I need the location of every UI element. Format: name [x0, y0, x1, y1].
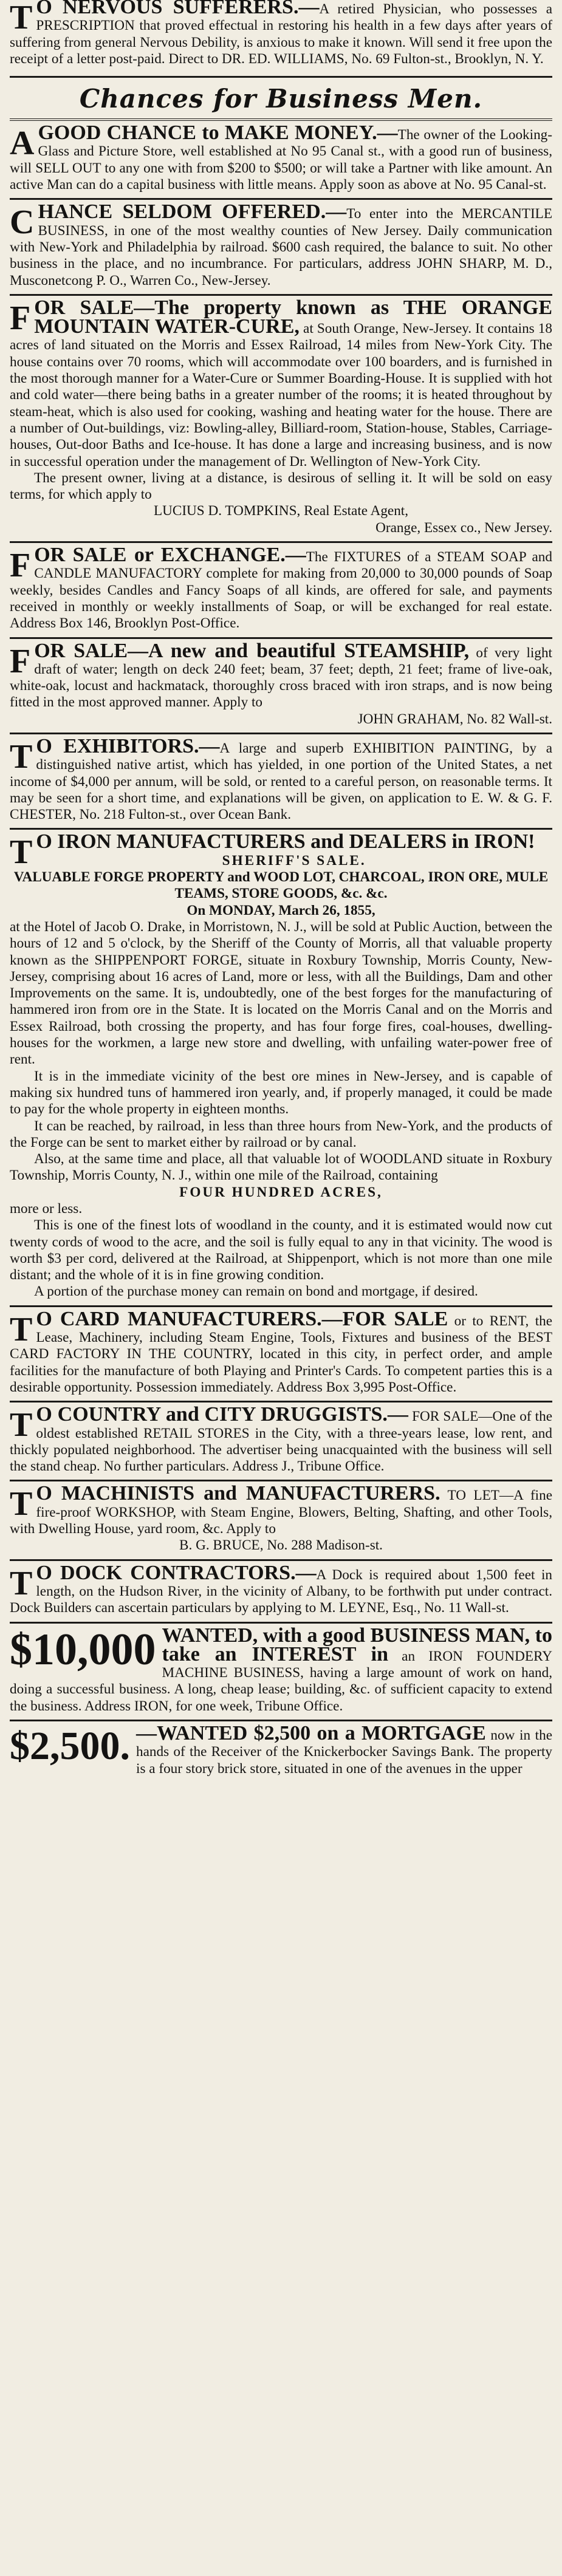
- drop-cap: T: [10, 1564, 33, 1602]
- divider: [10, 1720, 552, 1721]
- divider: [10, 76, 552, 78]
- ad-body: A Dock is required about 1,500 feet in length, on the Hudson River, in the vicinity of Albany, to be forthwith put under contract. Dock Builders can ascertain particulars by applying to M. LEYNE, Esq., No. 11 Wall-st.: [10, 1566, 552, 1616]
- advertisement-column: [10, 0, 552, 1777]
- ad-body: an IRON FOUNDERY MACHINE BUSINESS, having a large amount of work on hand, doing a successful business. A long, cheap lease; building, &c. of sufficient capacity to extend the business. Address IRON, for one week, Tribune Office.: [10, 1648, 552, 1714]
- ad-druggists: [10, 1403, 553, 1475]
- ad-signature-address: Orange, Essex co., New Jersey.: [375, 519, 552, 536]
- ad-body-continued: The present owner, living at a distance, is desirous of selling it. It will be sold on easy terms, for which apply to: [10, 470, 552, 503]
- drop-cap: F: [10, 642, 31, 680]
- ad-body: of very light draft of water; length on deck 240 feet; beam, 37 feet; depth, 21 feet; frame of live-oak, white-oak, locust and hackmatack, thoroughly cross braced with iron straps, and is now being fitted in the most approved manner. Apply to: [10, 644, 552, 711]
- ad-body: To enter into the MERCANTILE BUSINESS, in one of the most wealthy counties of New Jersey. Daily communication with New-York and Philadelphia by railroad. $600 cash required, the balance to suit. No other business in the place, and no incumbrance. For particulars, address JOHN SHARP, M. D., Musconetcong P. O., Warren Co., New-Jersey.: [10, 206, 552, 289]
- ad-signature: B. G. BRUCE, No. 288 Madison-st.: [179, 1537, 383, 1554]
- ad-card-manufacturers: [10, 1307, 553, 1396]
- ad-body: TO LET—A fine fire-proof WORKSHOP, with Steam Engine, Blowers, Belting, Shafting, and other Tools, with Dwelling House, yard room, &c. Apply to: [10, 1488, 552, 1537]
- divider: [10, 1480, 552, 1481]
- ad-sale-date: On MONDAY, March 26, 1855,: [187, 902, 375, 918]
- drop-cap: C: [10, 203, 35, 242]
- ad-body: A retired Physician, who possesses a PRESCRIPTION that proved effectual in restoring his health in a few days after years of suffering from general Nervous Debility, is anxious to make it known. Will send it free upon the receipt of a letter post-paid. Direct to DR. ED. WILLIAMS, No. 69 Fulton-st., Brooklyn, N. Y.: [10, 1, 552, 67]
- divider: [10, 828, 552, 830]
- ad-body-continued: Also, at the same time and place, all that valuable lot of WOODLAND situate in Roxbury Township, Morris County, N. J., within one mile of the Railroad, containing: [10, 1151, 552, 1184]
- ad-body: A large and superb EXHIBITION PAINTING, by a distinguished native artist, which has yielded, in one portion of the United States, a net income of $4,000 per annum, will be sold, or rented to a careful person, on reasonable terms. It may be seen for a short time, and explanations will be given, on application to E. W. & G. F. CHESTER, No. 218 Fulton-st., over Ocean Bank.: [10, 740, 552, 823]
- ad-body: at South Orange, New-Jersey. It contains 18 acres of land situated on the Morris and Essex Railroad, 14 miles from New-York City. The house contains over 70 rooms, which will accommodate over 100 boarders, and is furnished in the most thorough manner for a Water-Cure or Summer Boarding-House. It is supplied with hot and cold water—there being baths in a greater number of the rooms; it is heated throughout by steam-heat, which is also used for cooking, washing and heating water for the house. There are a number of Out-buildings, viz: Bowling-alley, Billiard-room, Station-house, Stables, Carriage-houses, Out-door Baths and Ice-house. It has done a large and increasing business, and is now in successful operation under the management of Dr. Wellington of New-York City.: [10, 321, 552, 470]
- ad-heading: OR SALE—A new and beautiful STEAMSHIP,: [34, 639, 470, 662]
- divider: [10, 733, 552, 734]
- drop-cap: T: [10, 0, 33, 36]
- divider: [10, 294, 552, 296]
- drop-cap: T: [10, 833, 33, 872]
- ad-heading: O NERVOUS SUFFERERS.—: [36, 0, 320, 18]
- divider: [10, 1401, 552, 1402]
- drop-cap: F: [10, 299, 31, 337]
- section-title: Chances for Business Men.: [79, 84, 483, 114]
- ad-nervous-sufferers: [10, 0, 552, 67]
- divider: [10, 541, 552, 543]
- ad-heading: HANCE SELDOM OFFERED.—: [38, 200, 347, 224]
- drop-cap: T: [10, 737, 33, 776]
- ad-body-continued: It can be reached, by railroad, in less than three hours from New-York, and the products of the Forge can be sent to market either by railroad or by canal.: [10, 1118, 552, 1150]
- ad-steamship: [10, 639, 552, 728]
- drop-cap: T: [10, 1310, 33, 1348]
- ad-body: or to RENT, the Lease, Machinery, including Steam Engine, Tools, Fixtures and business of the BEST CARD FACTORY IN THE COUNTRY, located in this city, in perfect order, and ample facilities for the manufacture of both Playing and Printer's Cards. To competent parties this is a desirable opportunity. Possession immediately. Address Box 3,995 Post-Office.: [10, 1313, 553, 1395]
- ad-heading: GOOD CHANCE to MAKE MONEY.—: [38, 121, 398, 145]
- ad-heading: O IRON MANUFACTURERS and DEALERS in IRON!: [36, 830, 535, 853]
- ad-ten-thousand-wanted: [10, 1624, 552, 1715]
- ad-body-continued: It is in the immediate vicinity of the best ore mines in New-Jersey, and is capable of making six hundred tuns of hammered iron yearly, and, if properly managed, it could be made to pay for the whole property in eighteen months.: [10, 1068, 552, 1118]
- ad-heading: OR SALE—The property known as THE ORANGE MOUNTAIN WATER-CURE,: [34, 296, 552, 338]
- ad-body: FOR SALE—One of the oldest established RETAIL STORES in the City, with a three-years lease, low rent, and thickly populated neighborhood. The advertiser being unacquainted with the business will sell the stand cheap. No further particulars. Address J., Tribune Office.: [10, 1409, 553, 1475]
- divider: [10, 637, 552, 639]
- ad-body-continued: This is one of the finest lots of woodland in the county, and it is estimated would now cut twenty cords of wood to the acre, and the soil is fully equal to any in that vicinity. The wood is worth $3 per cord, delivered at the Railroad, at Shippenport, which is not more than one mile distant; and the whole of it is in fine growing condition.: [10, 1217, 552, 1283]
- ad-subheading: VALUABLE FORGE PROPERTY and WOOD LOT, CHARCOAL, IRON ORE, MULE TEAMS, STORE GOODS, &c. &c.: [13, 869, 549, 902]
- ad-body: The owner of the Looking-Glass and Picture Store, well established at No 95 Canal st., with a good run of business, will SELL OUT to any one with from $200 to $500; or will take a Partner with like amount. An active Man can do a capital business with little means. Apply soon as above at No. 95 Canal-st.: [10, 127, 552, 193]
- divider: [10, 1559, 552, 1561]
- ad-mortgage-wanted: [10, 1722, 553, 1777]
- ad-soap-factory: [10, 544, 552, 632]
- ad-body-continued: A portion of the purchase money can remain on bond and mortgage, if desired.: [34, 1283, 478, 1300]
- ad-body: now in the hands of the Receiver of the Knickerbocker Savings Bank. The property is a four story brick store, situated in one of the avenues in the upper: [136, 1727, 553, 1777]
- ad-exhibitors: [10, 734, 552, 823]
- ad-machinists: [10, 1482, 552, 1554]
- ad-heading: O DOCK CONTRACTORS.—: [36, 1561, 317, 1584]
- ad-signature: LUCIUS D. TOMPKINS, Real Estate Agent,: [153, 503, 409, 519]
- ad-body: The FIXTURES of a STEAM SOAP and CANDLE MANUFACTORY complete for making from 20,000 to 30,000 pounds of Soap weekly, besides Candles and Fancy Soaps of all kinds, are offered for sale, and payments received in monthly or weekly installments of Soap, or will be exchanged for real estate. Address Box 146, Brooklyn Post-Office.: [10, 549, 552, 632]
- ad-water-cure-for-sale: [10, 296, 552, 536]
- ad-chance-seldom-offered: [10, 200, 552, 289]
- divider: [10, 1305, 552, 1307]
- ad-heading: —WANTED $2,500 on a MORTGAGE: [136, 1722, 486, 1745]
- ad-body-continued: more or less.: [10, 1201, 83, 1217]
- ad-heading: WANTED, with a good BUSINESS MAN, to take an INTEREST in: [162, 1624, 552, 1666]
- drop-cap: F: [10, 547, 31, 585]
- ad-signature: JOHN GRAHAM, No. 82 Wall-st.: [357, 711, 552, 727]
- ad-heading: O CARD MANUFACTURERS.—FOR SALE: [36, 1307, 448, 1330]
- ad-good-chance: [10, 121, 552, 193]
- ad-heading: OR SALE or EXCHANGE.—: [34, 544, 306, 567]
- money-amount: $2,500.: [10, 1724, 130, 1769]
- drop-cap: A: [10, 125, 35, 163]
- ad-subheading: FOUR HUNDRED ACRES,: [179, 1184, 383, 1200]
- drop-cap: T: [10, 1485, 33, 1523]
- ad-sheriffs-sale: [10, 830, 552, 1300]
- divider: [10, 1622, 552, 1624]
- money-amount: $10,000: [10, 1624, 156, 1675]
- ad-subheading: SHERIFF'S SALE.: [222, 852, 366, 869]
- ad-heading: O COUNTRY and CITY DRUGGISTS.—: [36, 1403, 408, 1426]
- ad-body: at the Hotel of Jacob O. Drake, in Morristown, N. J., will be sold at Public Auction, between the hours of 12 and 5 o'clock, by the Sheriff of the County of Morris, all that valuable property known as the SHIPPENPORT FORGE, situate in Roxbury Township, Morris County, New-Jersey, comprising about 16 acres of Land, more or less, with all the Buildings, Dam and other Improvements on the same. It is, undoubtedly, one of the best forges for the manufacturing of hammered iron from ore in the State. It is located on the Morris Canal and on the Morris and Essex Railroad, both crossing the property, and has four forge fires, coal-houses, dwelling-houses for the workmen, a large new store and dwelling, with unfailing water-power free of rent.: [10, 918, 552, 1068]
- divider: [10, 118, 552, 121]
- ad-heading: O EXHIBITORS.—: [36, 734, 220, 757]
- ad-dock-contractors: [10, 1561, 552, 1617]
- divider: [10, 198, 552, 200]
- drop-cap: T: [10, 1406, 33, 1444]
- ad-heading: O MACHINISTS and MANUFACTURERS.: [36, 1482, 440, 1505]
